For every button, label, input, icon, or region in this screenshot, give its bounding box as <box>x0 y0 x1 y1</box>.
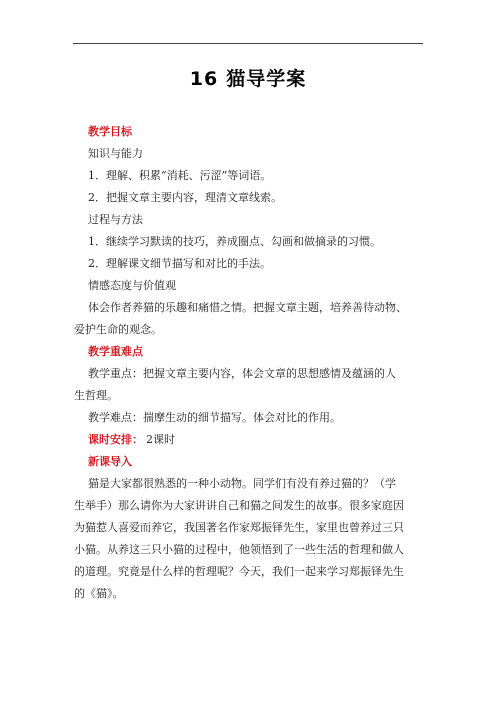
lesson-number: 16 <box>189 68 219 90</box>
key-point-line: 教学重点：把握文章主要内容，体会文章的思想感情及蕴涵的人 <box>88 367 396 380</box>
intro-line: 生举手）那么请你为大家讲讲自己和猫之间发生的故事。很多家庭因 <box>74 499 404 512</box>
process-heading: 过程与方法 <box>88 213 143 226</box>
intro-line: 猫是大家都很熟悉的一种小动物。同学们有没有养过猫的？（学 <box>88 477 396 490</box>
attitude-heading: 情感态度与价值观 <box>88 279 176 292</box>
key-point-line: 生哲理。 <box>74 389 118 402</box>
knowledge-heading: 知识与能力 <box>88 147 143 160</box>
attitude-text-line: 体会作者养猫的乐趣和痛惜之情。把握文章主题，培养善待动物、 <box>88 301 407 314</box>
lesson-title: 猫导学案 <box>226 68 307 90</box>
intro-line: 小猫。从养这三只小猫的过程中，他领悟到了一些生活的哲理和做人 <box>74 543 404 556</box>
intro-heading: 新课导入 <box>88 455 132 468</box>
knowledge-item: 1．理解、积累“消耗、污涩”等词语。 <box>88 169 272 182</box>
objectives-heading: 教学目标 <box>88 125 132 138</box>
schedule-value: 2课时 <box>146 433 175 446</box>
header-rule <box>73 43 423 44</box>
process-item: 1．继续学习默读的技巧，养成圈点、勾画和做摘录的习惯。 <box>88 235 381 248</box>
key-points-heading: 教学重难点 <box>88 345 143 358</box>
intro-line: 的道理。究竟是什么样的哲理呢？今天，我们一起来学习郑振铎先生 <box>74 565 404 578</box>
knowledge-item: 2．把握文章主要内容，理清文章线索。 <box>88 191 282 204</box>
attitude-text-line: 爱护生命的观念。 <box>74 323 162 336</box>
schedule-line <box>88 429 420 451</box>
difficulty-line: 教学难点：揣摩生动的细节描写。体会对比的作用。 <box>88 411 341 424</box>
intro-line: 的《猫》。 <box>74 587 124 600</box>
intro-line: 为猫惹人喜爱而养它，我国著名作家郑振铎先生，家里也曾养过三只 <box>74 521 404 534</box>
schedule-label: 课时安排： <box>88 433 143 446</box>
page-title <box>0 64 496 91</box>
document-body <box>74 121 420 605</box>
process-item: 2．理解课文细节描写和对比的手法。 <box>88 257 271 270</box>
